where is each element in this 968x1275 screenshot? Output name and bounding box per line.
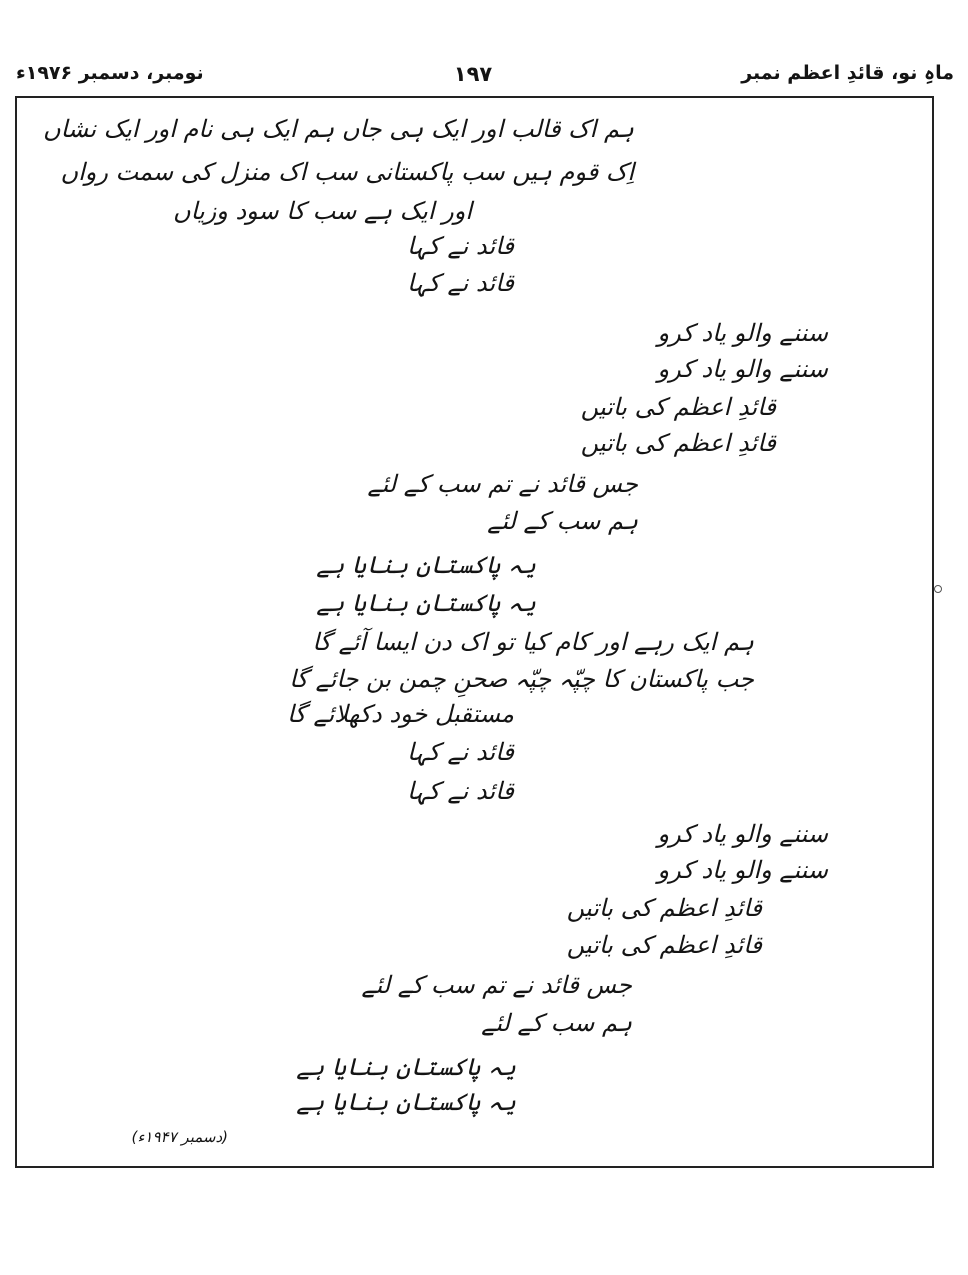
poem-line: قائدِ اعظم کی باتیں: [580, 429, 776, 457]
poem-line: یہ پاکستان بنایا ہے: [296, 1053, 516, 1081]
date-footnote: (دسمبر ۱۹۴۷ء): [131, 1128, 228, 1146]
poem-line: قائدِ اعظم کی باتیں: [580, 393, 776, 421]
issue-date: نومبر، دسمبر ۱۹۷۶ء: [16, 62, 204, 84]
poem-line: ہم اک قالب اور ایک ہی جاں ہم ایک ہی نام اور ایک نشاں: [42, 115, 634, 143]
poem-line: قائدِ اعظم کی باتیں: [566, 894, 762, 922]
poem-line: اور ایک ہے سب کا سود وزیاں: [173, 197, 472, 225]
poem-line: سننے والو یاد کرو: [657, 820, 828, 848]
poem-line: جب پاکستان کا چپّہ چپّہ صحنِ چمن بن جائے گا: [289, 665, 754, 693]
poem-line: ہم سب کے لئے: [481, 1009, 632, 1037]
poem-line: قائد نے کہا: [407, 232, 514, 260]
poem-line: ہم سب کے لئے: [487, 507, 638, 535]
poem-line: یہ پاکستان بنایا ہے: [316, 551, 536, 579]
margin-mark: [934, 585, 942, 593]
page-number: ۱۹۷: [453, 62, 493, 86]
poem-line: قائدِ اعظم کی باتیں: [566, 931, 762, 959]
magazine-title: ماہِ نو، قائدِ اعظم نمبر: [741, 62, 954, 84]
poem-line: جس قائد نے تم سب کے لئے: [361, 971, 632, 999]
poem-line: سننے والو یاد کرو: [657, 355, 828, 383]
poem-line: سننے والو یاد کرو: [657, 319, 828, 347]
poem-line: یہ پاکستان بنایا ہے: [296, 1088, 516, 1116]
poem-line: ہم ایک رہے اور کام کیا تو اک دن ایسا آئے گا: [312, 628, 754, 656]
poem-line: یہ پاکستان بنایا ہے: [316, 589, 536, 617]
poem-line: مستقبل خود دکھلائے گا: [287, 700, 514, 728]
poem-line: سننے والو یاد کرو: [657, 856, 828, 884]
poem-line: اِک قوم ہیں سب پاکستانی سب اک منزل کی سمت رواں: [60, 158, 634, 186]
poem-line: جس قائد نے تم سب کے لئے: [367, 470, 638, 498]
poem-line: قائد نے کہا: [407, 777, 514, 805]
poem-line: قائد نے کہا: [407, 269, 514, 297]
poem-line: قائد نے کہا: [407, 738, 514, 766]
